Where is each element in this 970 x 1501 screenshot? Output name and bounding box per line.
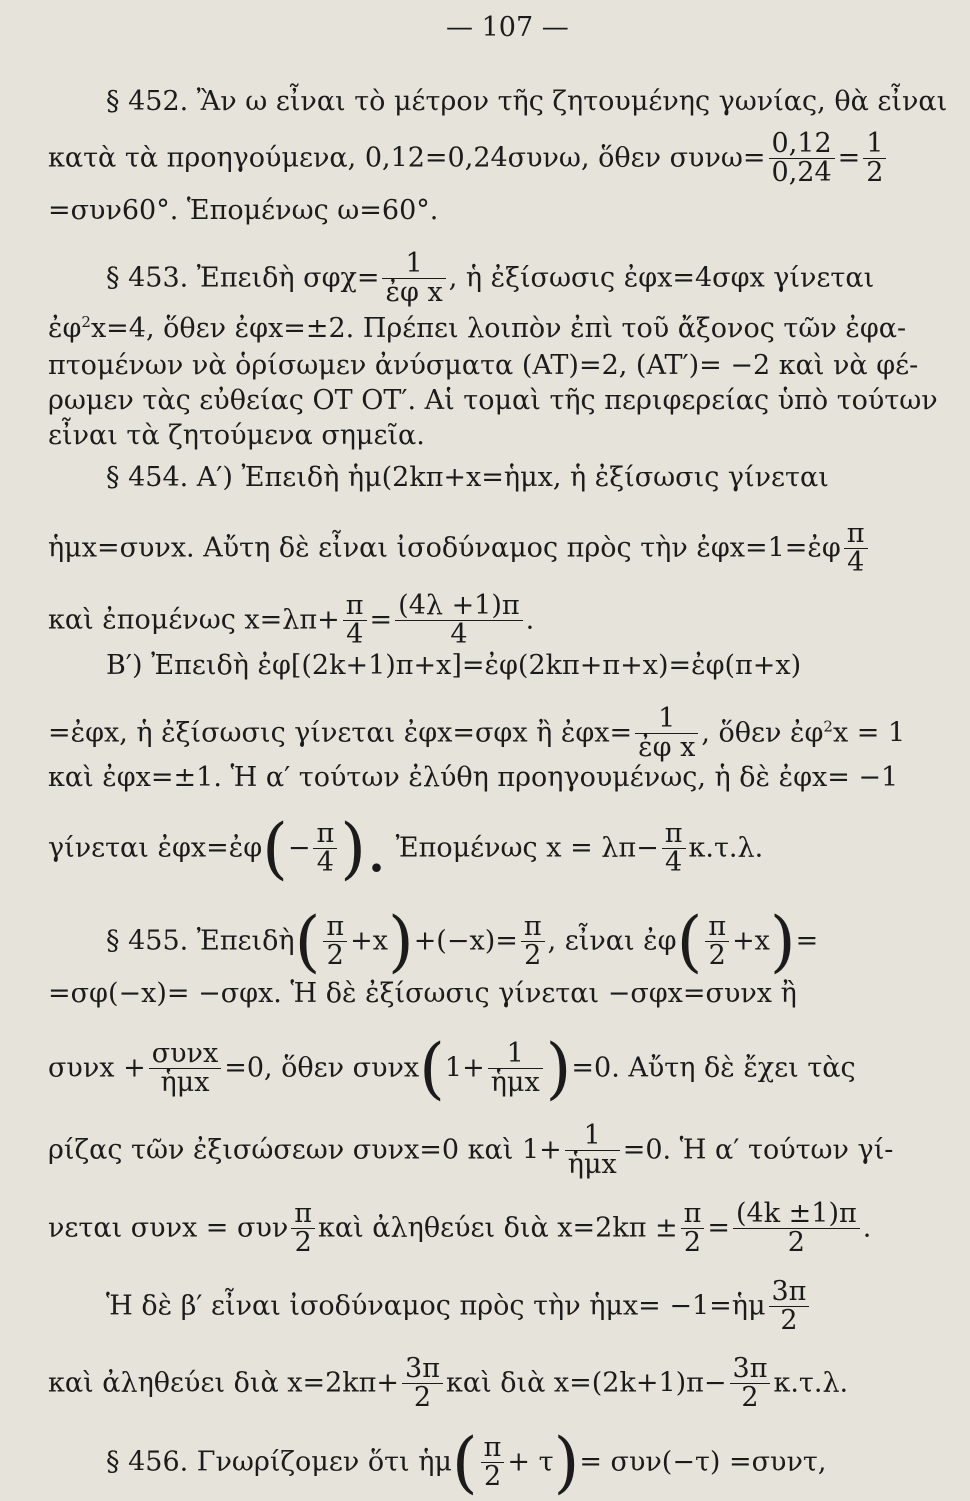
text-line <box>106 650 801 682</box>
line-text: καὶ ἀληθεύει διὰ x=2kπ ± <box>318 1212 678 1244</box>
math-symbol: = <box>837 142 861 174</box>
numerator: π <box>681 1200 705 1229</box>
denominator: 2 <box>294 1227 312 1259</box>
line-text: =0, ὅθεν συνx <box>224 1052 420 1084</box>
denominator: ἡμx <box>567 1149 617 1181</box>
text-line <box>48 1122 893 1180</box>
math-symbol: +x <box>732 925 770 957</box>
right-paren: ). <box>340 809 387 887</box>
denominator: 2 <box>413 1382 432 1414</box>
numerator: 1 <box>863 130 886 159</box>
line-text: =0. Αὔτη δὲ ἔχει τὰς <box>571 1052 856 1084</box>
denominator: 2 <box>741 1382 759 1414</box>
denominator: 2 <box>708 940 726 972</box>
numerator: 1 <box>382 250 445 279</box>
numerator: (4λ +1)π <box>395 592 523 621</box>
line-text: , εἶναι ἐφ <box>547 925 677 957</box>
denominator: 2 <box>683 1227 702 1259</box>
numerator: π <box>323 913 347 942</box>
text-line <box>48 705 905 763</box>
line-text: νεται συνx = συν <box>48 1212 289 1244</box>
line-text: γίνεται ἐφx=ἐφ <box>48 832 263 864</box>
text-line <box>48 520 871 578</box>
fraction <box>323 913 347 971</box>
text-line <box>48 978 797 1010</box>
math-symbol: 1+ <box>444 1052 485 1084</box>
fraction <box>382 250 445 308</box>
fraction <box>730 1355 771 1413</box>
line-text: καὶ ἐπομένως x=λπ+ <box>48 604 340 636</box>
numerator: π <box>844 520 868 549</box>
math-symbol: + τ <box>507 1446 554 1478</box>
numerator: (4k ±1)π <box>733 1200 860 1229</box>
fraction <box>521 913 545 971</box>
text-line <box>106 250 874 308</box>
line-text: καὶ διὰ x=(2k+1)π− <box>445 1367 727 1399</box>
line-text: Ἐπομένως x = λπ− <box>395 832 659 864</box>
line-text: =σφ(−x)= −σφx. Ἡ δὲ ἐξίσωσις γίνεται −σφx=συνx ἢ <box>48 978 797 1009</box>
fraction <box>635 705 698 763</box>
text-line <box>48 350 918 382</box>
denominator: ἡμx <box>490 1067 540 1099</box>
fraction <box>681 1200 705 1258</box>
left-paren: ( <box>451 1423 478 1501</box>
numerator: π <box>662 820 686 849</box>
text-line <box>106 86 947 118</box>
text-line <box>48 762 898 794</box>
page-number: — 107 — <box>446 12 569 43</box>
line-text: κατὰ τὰ προηγούμενα, 0,12=0,24συνω, ὅθεν συνω= <box>48 142 766 174</box>
line-text: καὶ ἐφx=±1. Ἡ α′ τούτων ἐλύθη προηγουμένως, ἡ δὲ ἐφx= −1 <box>48 762 899 793</box>
line-text: § 455. Ἐπειδὴ <box>106 925 295 957</box>
fraction <box>662 820 686 878</box>
numerator: 3π <box>769 1278 810 1307</box>
line-text: κ.τ.λ. <box>773 1367 849 1399</box>
denominator: 2 <box>524 940 542 972</box>
line-text: ρωμεν τὰς εὐθείας OT OT′. Αἱ τομαὶ τῆς περιφερείας ὑπὸ τούτων <box>48 385 938 416</box>
numerator: 1 <box>488 1040 543 1069</box>
text-line <box>48 592 534 650</box>
line-text: § 452. Ἂν ω εἶναι τὸ μέτρον τῆς ζητουμένης γωνίας, θὰ εἶναι <box>106 86 948 117</box>
fraction <box>343 592 367 650</box>
text-line <box>48 130 889 188</box>
text-line <box>48 1200 871 1258</box>
line-text: x = 1 <box>832 717 906 749</box>
line-text: x=4, ὅθεν ἐφx=±2. Πρέπει λοιπὸν ἐπὶ τοῦ ἄξονος τῶν ἐφα- <box>90 313 907 344</box>
math-symbol: +x <box>350 925 388 957</box>
text-line <box>48 809 764 887</box>
left-paren: ( <box>262 809 288 887</box>
math-symbol: . <box>862 1212 872 1244</box>
fraction <box>733 1200 860 1258</box>
fraction <box>844 520 868 578</box>
fraction <box>769 1278 810 1336</box>
fraction <box>149 1040 222 1098</box>
denominator: 4 <box>450 619 468 651</box>
right-paren: ) <box>769 902 796 980</box>
line-text: =ἐφx, ἡ ἐξίσωσις γίνεται ἐφx=σφx ἢ ἐφx= <box>48 717 633 749</box>
line-text: +(−x)= <box>413 925 518 957</box>
fraction <box>705 913 729 971</box>
denominator: 4 <box>316 847 334 879</box>
denominator: ἐφ x <box>638 732 696 764</box>
fraction <box>769 130 835 188</box>
numerator: 1 <box>635 705 698 734</box>
line-text: καὶ ἀληθεύει διὰ x=2kπ+ <box>48 1367 400 1399</box>
fraction <box>863 130 886 188</box>
right-paren: ) <box>387 902 414 980</box>
numerator: συνx <box>149 1040 222 1069</box>
numerator: 0,12 <box>769 130 835 159</box>
math-symbol: . <box>525 604 535 636</box>
denominator: 2 <box>483 1461 502 1493</box>
fraction <box>481 1434 505 1492</box>
numerator: π <box>343 592 367 621</box>
text-line <box>106 1278 812 1336</box>
numerator: 1 <box>565 1122 620 1151</box>
line-text: =0. Ἡ α′ τούτων γί- <box>622 1134 894 1166</box>
text-line <box>48 313 906 345</box>
numerator: π <box>521 913 545 942</box>
denominator: 0,24 <box>771 157 832 189</box>
left-paren: ( <box>294 902 321 980</box>
left-paren: ( <box>676 902 703 980</box>
text-line <box>48 420 425 452</box>
numerator: π <box>481 1434 505 1463</box>
line-text: = συν(−τ) =συντ, <box>579 1446 827 1478</box>
denominator: 2 <box>326 940 344 972</box>
fraction <box>313 820 337 878</box>
math-symbol: − <box>287 832 311 864</box>
fraction <box>291 1200 315 1258</box>
line-text: § 453. Ἐπειδὴ σφχ= <box>106 262 380 294</box>
denominator: 4 <box>346 619 364 651</box>
denominator: 2 <box>866 157 884 189</box>
numerator: 3π <box>402 1355 443 1384</box>
line-text: =συν60°. Ἑπομένως ω=60°. <box>48 195 439 226</box>
text-line <box>48 1355 848 1413</box>
denominator: 4 <box>665 847 683 879</box>
fraction <box>488 1040 543 1098</box>
line-text: συνx + <box>48 1052 146 1084</box>
line-text: πτομένων νὰ ὁρίσωμεν ἀνύσματα (AT)=2, (AT′)= −2 καὶ νὰ φέ- <box>48 350 919 381</box>
denominator: ἡμx <box>160 1067 210 1099</box>
line-text: εἶναι τὰ ζητούμενα σημεῖα. <box>48 420 425 451</box>
line-text: κ.τ.λ. <box>688 832 764 864</box>
math-symbol: = <box>369 604 393 636</box>
line-text: Β′) Ἐπειδὴ ἐφ[(2k+1)π+x]=ἐφ(2kπ+π+x)=ἐφ(π+x) <box>106 650 802 681</box>
right-paren: ) <box>545 1029 572 1107</box>
exponent: 2 <box>81 313 91 331</box>
denominator: 4 <box>847 547 865 579</box>
denominator: 2 <box>787 1227 805 1259</box>
fraction <box>402 1355 443 1413</box>
numerator: π <box>313 820 337 849</box>
text-line <box>48 1029 856 1107</box>
line-text: ἐφ <box>48 313 82 344</box>
line-text: , ὅθεν ἐφ <box>701 717 824 749</box>
fraction <box>565 1122 620 1180</box>
denominator: 2 <box>780 1305 798 1337</box>
line-text: § 454. Α′) Ἐπειδὴ ἡμ(2kπ+x=ἡμx, ἡ ἐξίσωσις γίνεται <box>106 462 829 493</box>
numerator: 3π <box>730 1355 771 1384</box>
line-text: ρίζας τῶν ἐξισώσεων συνx=0 καὶ 1+ <box>48 1134 562 1166</box>
numerator: π <box>291 1200 315 1229</box>
text-line <box>106 902 819 980</box>
line-text: § 456. Γνωρίζομεν ὅτι ἡμ <box>106 1446 452 1478</box>
line-text: , ἡ ἐξίσωσις ἐφx=4σφx γίνεται <box>448 262 875 294</box>
text-line <box>106 1423 827 1501</box>
text-line <box>48 195 438 227</box>
exponent: 2 <box>823 717 833 736</box>
line-text: ἡμx=συνx. Αὔτη δὲ εἶναι ἰσοδύναμος πρὸς τὴν ἐφx=1=ἐφ <box>48 532 841 564</box>
line-text: Ἡ δὲ β′ εἶναι ἰσοδύναμος πρὸς τὴν ἡμx= −1=ἡμ <box>106 1290 766 1322</box>
text-line <box>48 385 938 417</box>
left-paren: ( <box>419 1029 445 1107</box>
numerator: π <box>705 913 729 942</box>
text-line <box>106 462 829 494</box>
math-symbol: = <box>795 925 819 957</box>
right-paren: ) <box>553 1423 580 1501</box>
math-symbol: = <box>707 1212 731 1244</box>
fraction <box>395 592 523 650</box>
denominator: ἐφ x <box>385 277 443 309</box>
